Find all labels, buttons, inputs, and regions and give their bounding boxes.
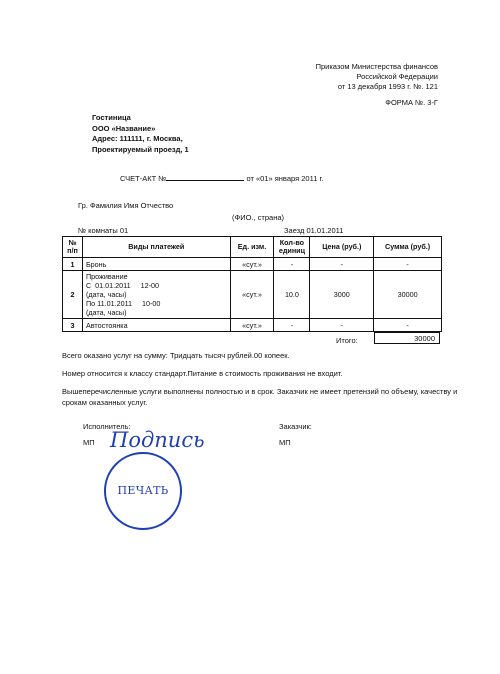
guest-name: Гр. Фамилия Имя Отчество: [78, 201, 174, 210]
hotel-block: [92, 113, 189, 155]
unit: «сут.»: [230, 271, 274, 319]
order-line: Российской Федерации: [356, 72, 438, 81]
invoice-number-blank: [166, 173, 244, 181]
order-line: Приказом Министерства финансов: [315, 62, 438, 71]
summary-text: Всего оказано услуг на сумму: Тридцать тысяч рублей.00 копеек.: [62, 351, 290, 360]
hotel-line: ООО «Название»: [92, 123, 156, 133]
row-number: 1: [63, 258, 83, 271]
room-number: № комнаты 01: [78, 226, 129, 235]
hotel-line: Адрес: 111111, г. Москва,: [92, 134, 183, 143]
executor-mp: МП: [83, 438, 95, 447]
quantity: -: [274, 319, 310, 332]
header-cell: Цена (руб.): [310, 237, 374, 258]
invoice-prefix: СЧЕТ-АКТ №: [120, 174, 167, 183]
row-number: 3: [63, 319, 83, 332]
amount: -: [374, 258, 442, 271]
amount: 30000: [374, 271, 442, 319]
amount: -: [374, 319, 442, 332]
quantity: 10.0: [274, 271, 310, 319]
price: -: [310, 319, 374, 332]
services-table: [62, 236, 442, 332]
unit: «сут.»: [230, 258, 274, 271]
table-row: [63, 258, 442, 271]
payment-type: Проживание С 01.01.2011 12-00 (дата, часы) По 11.01.2011 10-00 (дата, часы): [82, 271, 230, 319]
header-cell: Сумма (руб.): [374, 237, 442, 258]
arrival-date: Заезд 01.01.2011: [284, 226, 344, 235]
table-row: [63, 271, 442, 319]
header-cell: Кол-во единиц: [274, 237, 310, 258]
order-line: от 13 декабря 1993 г. №. 121: [337, 82, 438, 91]
quantity: -: [274, 258, 310, 271]
payment-type: Бронь: [82, 258, 230, 271]
handwritten-signature: [108, 421, 208, 457]
payment-type: Автостоянка: [82, 319, 230, 332]
hotel-line: Гостиница: [92, 113, 131, 122]
header-cell: Ед. изм.: [230, 237, 274, 258]
final-statement: Вышеперечисленные услуги выполнены полностью и в срок. Заказчик не имеет претензий по объему, качеству и срокам оказанных услуг.: [62, 387, 458, 407]
table-header-row: [63, 237, 442, 258]
unit: «сут.»: [230, 319, 274, 332]
table-row: [63, 319, 442, 332]
row-number: 2: [63, 271, 83, 319]
header-cell: Виды платежей: [82, 237, 230, 258]
room-class-note: Номер относится к классу стандарт.Питание в стоимость проживания не входит.: [62, 369, 343, 378]
customer-mp: МП: [279, 438, 291, 447]
fio-hint: (ФИО., страна): [232, 213, 285, 222]
signature-text: Подпись: [110, 428, 205, 452]
total-value: 30000: [374, 332, 440, 344]
hotel-line: Проектируемый проезд, 1: [92, 144, 189, 154]
customer-label: Заказчик:: [279, 422, 312, 431]
executor-label: Исполнитель:: [83, 422, 131, 431]
form-number: ФОРМА №. 3-Г: [385, 98, 438, 107]
total-label: Итого:: [336, 336, 358, 345]
stamp-text: ПЕЧАТЬ: [117, 484, 169, 497]
order-reference: [316, 62, 438, 92]
price: 3000: [310, 271, 374, 319]
seal-stamp: [104, 452, 182, 530]
price: -: [310, 258, 374, 271]
invoice-date: от «01» января 2011 г.: [246, 174, 324, 183]
header-cell: № п/п: [63, 237, 83, 258]
invoice-title: [120, 173, 323, 183]
